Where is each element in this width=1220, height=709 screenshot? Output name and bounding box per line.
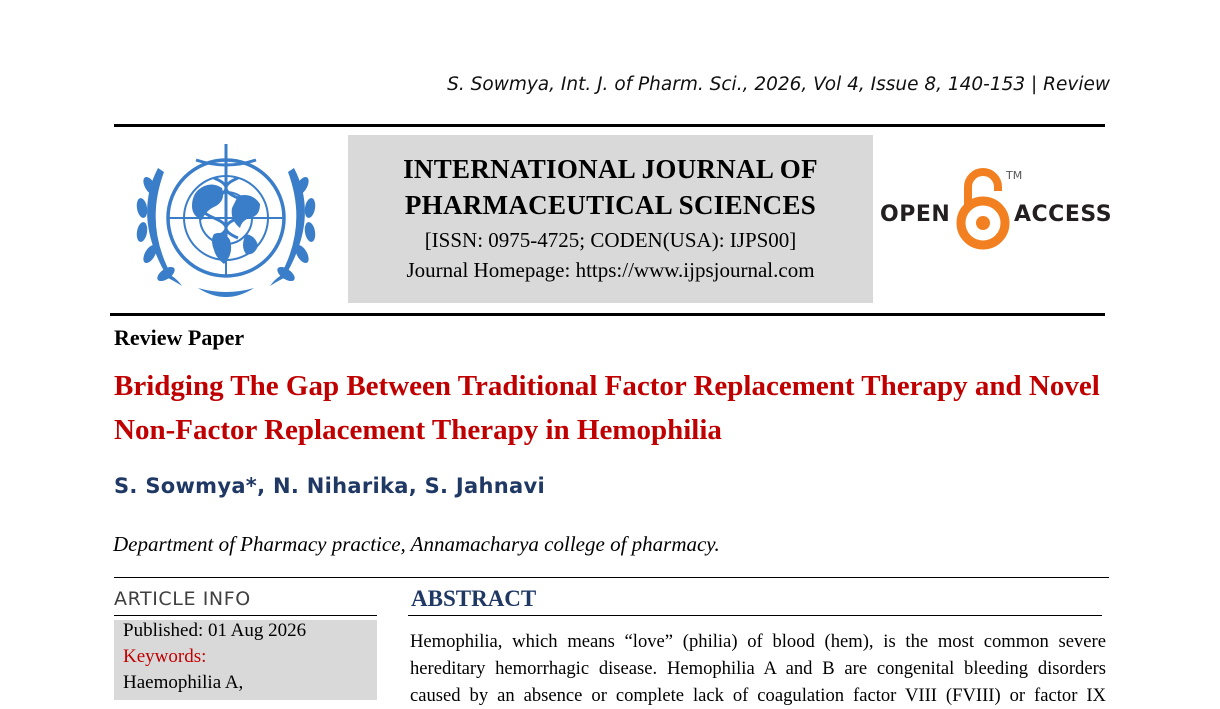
journal-logo [128,138,324,304]
author-list: S. Sowmya*, N. Niharika, S. Jahnavi [114,474,545,498]
journal-issn: [ISSN: 0975-4725; CODEN(USA): IJPS00] [424,228,797,252]
abstract-body [410,628,1106,709]
header-bottom-rule [110,313,1105,316]
journal-homepage: Journal Homepage: https://www.ijpsjournal.com [406,258,815,282]
journal-title-line1: INTERNATIONAL JOURNAL OF [403,154,818,184]
abstract-line: Hemophilia, which means “love” (philia) of blood (hem), is the most common severe [410,631,1106,652]
open-access-logo [880,165,1113,253]
journal-title-line2: PHARMACEUTICAL SCIENCES [404,190,817,220]
abstract-line: caused by an absence or complete lack of coagulation factor VIII (FVIII) or factor IX [410,685,1106,706]
open-access-tm: TM [1006,169,1023,182]
paper-title: Bridging The Gap Between Traditional Factor Replacement Therapy and Novel Non-Factor Replacement Therapy in Hemophilia [114,370,1100,446]
article-info-rule [114,615,377,616]
keywords-label: Keywords: [123,646,207,667]
article-info-heading: ARTICLE INFO [114,588,251,610]
article-info-box [114,620,377,700]
open-access-open: OPEN [880,202,951,227]
section-divider [114,577,1109,578]
header-top-rule [114,124,1105,127]
journal-header-box [348,135,873,303]
affiliation: Department of Pharmacy practice, Annamacharya college of pharmacy. [113,532,720,556]
citation-line: S. Sowmya, Int. J. of Pharm. Sci., 2026, Vol 4, Issue 8, 140-153 | Review [447,74,1110,95]
published-date: Published: 01 Aug 2026 [123,620,307,641]
paper-type: Review Paper [114,325,245,350]
keyword-item: Haemophilia A, [123,672,244,693]
abstract-line: hereditary hemorrhagic disease. Hemophilia A and B are congenital bleeding disorders [410,658,1106,679]
abstract-heading: ABSTRACT [411,586,537,611]
abstract-rule [408,615,1102,616]
open-access-access: ACCESS [1014,202,1113,227]
